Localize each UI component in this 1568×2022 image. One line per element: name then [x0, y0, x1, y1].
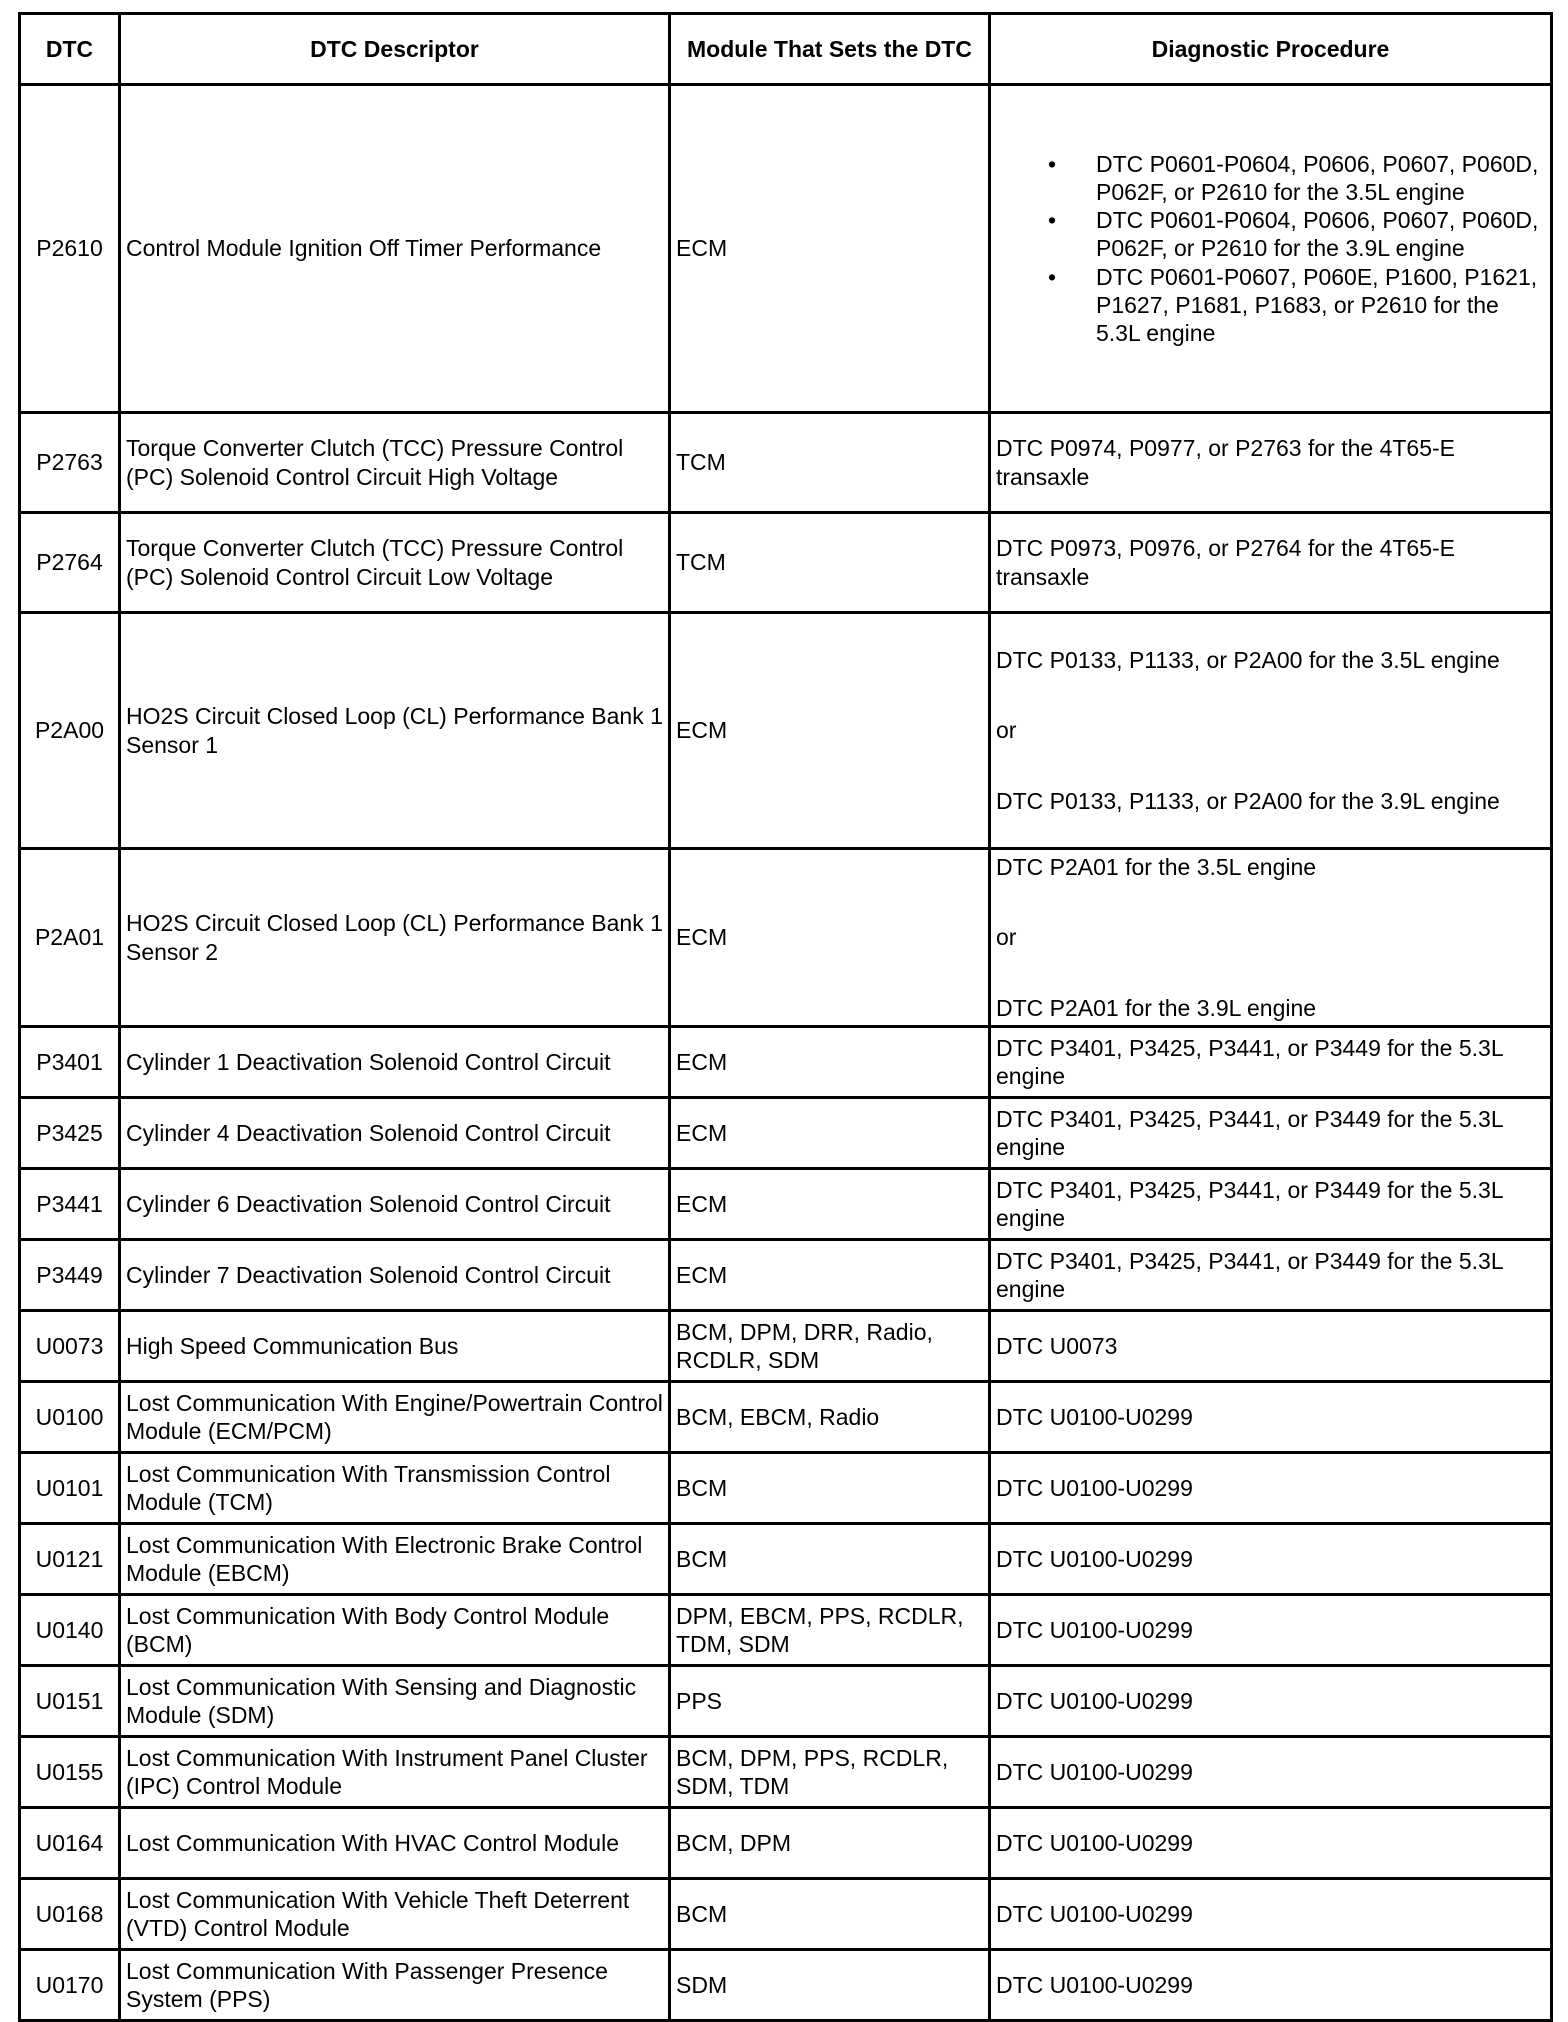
table-row	[20, 1382, 1552, 1453]
dtc-module: BCM, DPM	[670, 1808, 990, 1879]
dtc-procedure: DTC P3401, P3425, P3441, or P3449 for the 5.3L engine	[990, 1240, 1552, 1311]
procedure-or: or	[996, 924, 1017, 951]
procedure-list-item: • DTC P0601-P0607, P060E, P1600, P1621, P1627, P1681, P1683, or P2610 for the 5.3L engine	[1096, 263, 1545, 347]
dtc-descriptor: Cylinder 1 Deactivation Solenoid Control Circuit	[120, 1027, 670, 1098]
dtc-code: P2610	[20, 85, 120, 413]
dtc-module: BCM, EBCM, Radio	[670, 1382, 990, 1453]
dtc-procedure: DTC U0100-U0299	[990, 1879, 1552, 1950]
dtc-procedure	[990, 849, 1552, 1027]
procedure-text: DTC P2A01 for the 3.9L engine	[996, 994, 1317, 1021]
procedure-or: or	[996, 717, 1017, 744]
dtc-code: U0164	[20, 1808, 120, 1879]
procedure-text: DTC P2A01 for the 3.5L engine	[996, 854, 1317, 881]
dtc-descriptor: Lost Communication With Engine/Powertrain Control Module (ECM/PCM)	[120, 1382, 670, 1453]
dtc-descriptor: Lost Communication With Sensing and Diagnostic Module (SDM)	[120, 1666, 670, 1737]
procedure-list	[996, 150, 1545, 346]
dtc-code: P2A01	[20, 849, 120, 1027]
table-row	[20, 1453, 1552, 1524]
dtc-module: TCM	[670, 513, 990, 613]
dtc-procedure: DTC P3401, P3425, P3441, or P3449 for the 5.3L engine	[990, 1027, 1552, 1098]
dtc-procedure: DTC U0100-U0299	[990, 1666, 1552, 1737]
dtc-module: ECM	[670, 1098, 990, 1169]
dtc-code: U0151	[20, 1666, 120, 1737]
dtc-table	[18, 12, 1553, 2022]
dtc-code: P3425	[20, 1098, 120, 1169]
dtc-code: U0121	[20, 1524, 120, 1595]
procedure-list-item: • DTC P0601-P0604, P0606, P0607, P060D, P062F, or P2610 for the 3.9L engine	[1096, 206, 1545, 262]
dtc-module: ECM	[670, 85, 990, 413]
header-descriptor: DTC Descriptor	[120, 14, 670, 85]
dtc-descriptor: Cylinder 4 Deactivation Solenoid Control Circuit	[120, 1098, 670, 1169]
table-row	[20, 849, 1552, 1027]
dtc-code: U0140	[20, 1595, 120, 1666]
dtc-descriptor: HO2S Circuit Closed Loop (CL) Performance Bank 1 Sensor 2	[120, 849, 670, 1027]
dtc-module: TCM	[670, 413, 990, 513]
dtc-module: BCM, DPM, DRR, Radio, RCDLR, SDM	[670, 1311, 990, 1382]
dtc-module: BCM	[670, 1453, 990, 1524]
dtc-code: U0170	[20, 1950, 120, 2021]
header-row	[20, 14, 1552, 85]
header-dtc: DTC	[20, 14, 120, 85]
dtc-module: ECM	[670, 1169, 990, 1240]
table-row	[20, 1027, 1552, 1098]
dtc-module: ECM	[670, 1240, 990, 1311]
dtc-code: U0073	[20, 1311, 120, 1382]
dtc-module: BCM	[670, 1524, 990, 1595]
dtc-code: P3449	[20, 1240, 120, 1311]
dtc-descriptor: Lost Communication With Transmission Control Module (TCM)	[120, 1453, 670, 1524]
dtc-procedure: DTC P3401, P3425, P3441, or P3449 for the 5.3L engine	[990, 1169, 1552, 1240]
dtc-code: P3401	[20, 1027, 120, 1098]
table-row	[20, 1808, 1552, 1879]
dtc-descriptor: Lost Communication With HVAC Control Module	[120, 1808, 670, 1879]
dtc-descriptor: HO2S Circuit Closed Loop (CL) Performance Bank 1 Sensor 1	[120, 613, 670, 849]
header-procedure: Diagnostic Procedure	[990, 14, 1552, 85]
dtc-procedure: DTC U0100-U0299	[990, 1737, 1552, 1808]
dtc-code: P2763	[20, 413, 120, 513]
table-row	[20, 513, 1552, 613]
dtc-module: PPS	[670, 1666, 990, 1737]
dtc-descriptor: Cylinder 6 Deactivation Solenoid Control Circuit	[120, 1169, 670, 1240]
dtc-procedure: DTC U0100-U0299	[990, 1595, 1552, 1666]
dtc-module: DPM, EBCM, PPS, RCDLR, TDM, SDM	[670, 1595, 990, 1666]
dtc-procedure: DTC U0100-U0299	[990, 1808, 1552, 1879]
dtc-procedure: DTC U0100-U0299	[990, 1382, 1552, 1453]
procedure-text: DTC P0133, P1133, or P2A00 for the 3.9L engine	[996, 787, 1500, 814]
dtc-code: U0101	[20, 1453, 120, 1524]
dtc-module: SDM	[670, 1950, 990, 2021]
procedure-text: DTC P0133, P1133, or P2A00 for the 3.5L engine	[996, 647, 1500, 674]
dtc-procedure: DTC P0973, P0976, or P2764 for the 4T65-E transaxle	[990, 513, 1552, 613]
dtc-procedure: DTC P0974, P0977, or P2763 for the 4T65-E transaxle	[990, 413, 1552, 513]
dtc-procedure: DTC U0100-U0299	[990, 1950, 1552, 2021]
table-row	[20, 613, 1552, 849]
table-row	[20, 1666, 1552, 1737]
dtc-module: ECM	[670, 613, 990, 849]
table-row	[20, 1595, 1552, 1666]
dtc-descriptor: Lost Communication With Vehicle Theft Deterrent (VTD) Control Module	[120, 1879, 670, 1950]
dtc-module: BCM, DPM, PPS, RCDLR, SDM, TDM	[670, 1737, 990, 1808]
dtc-code: P2A00	[20, 613, 120, 849]
dtc-descriptor: Lost Communication With Instrument Panel Cluster (IPC) Control Module	[120, 1737, 670, 1808]
dtc-code: P2764	[20, 513, 120, 613]
table-row	[20, 1098, 1552, 1169]
table-row	[20, 85, 1552, 413]
table-row	[20, 1737, 1552, 1808]
table-row	[20, 413, 1552, 513]
dtc-code: P3441	[20, 1169, 120, 1240]
dtc-procedure	[990, 613, 1552, 849]
table-row	[20, 1240, 1552, 1311]
dtc-procedure: DTC U0100-U0299	[990, 1524, 1552, 1595]
dtc-code: U0155	[20, 1737, 120, 1808]
dtc-descriptor: Lost Communication With Body Control Module (BCM)	[120, 1595, 670, 1666]
dtc-module: ECM	[670, 1027, 990, 1098]
dtc-procedure: DTC U0100-U0299	[990, 1453, 1552, 1524]
table-row	[20, 1169, 1552, 1240]
table-row	[20, 1311, 1552, 1382]
dtc-code: U0168	[20, 1879, 120, 1950]
dtc-descriptor: Lost Communication With Passenger Presence System (PPS)	[120, 1950, 670, 2021]
dtc-descriptor: Cylinder 7 Deactivation Solenoid Control Circuit	[120, 1240, 670, 1311]
dtc-procedure: DTC P3401, P3425, P3441, or P3449 for the 5.3L engine	[990, 1098, 1552, 1169]
dtc-descriptor: Torque Converter Clutch (TCC) Pressure Control (PC) Solenoid Control Circuit Low Voltage	[120, 513, 670, 613]
dtc-descriptor: Torque Converter Clutch (TCC) Pressure Control (PC) Solenoid Control Circuit High Voltage	[120, 413, 670, 513]
dtc-module: BCM	[670, 1879, 990, 1950]
header-module: Module That Sets the DTC	[670, 14, 990, 85]
dtc-descriptor: Control Module Ignition Off Timer Performance	[120, 85, 670, 413]
dtc-descriptor: Lost Communication With Electronic Brake Control Module (EBCM)	[120, 1524, 670, 1595]
dtc-procedure	[990, 85, 1552, 413]
table-row	[20, 1879, 1552, 1950]
procedure-list-item: • DTC P0601-P0604, P0606, P0607, P060D, P062F, or P2610 for the 3.5L engine	[1096, 150, 1545, 206]
dtc-procedure: DTC U0073	[990, 1311, 1552, 1382]
dtc-descriptor: High Speed Communication Bus	[120, 1311, 670, 1382]
dtc-module: ECM	[670, 849, 990, 1027]
dtc-code: U0100	[20, 1382, 120, 1453]
table-row	[20, 1524, 1552, 1595]
